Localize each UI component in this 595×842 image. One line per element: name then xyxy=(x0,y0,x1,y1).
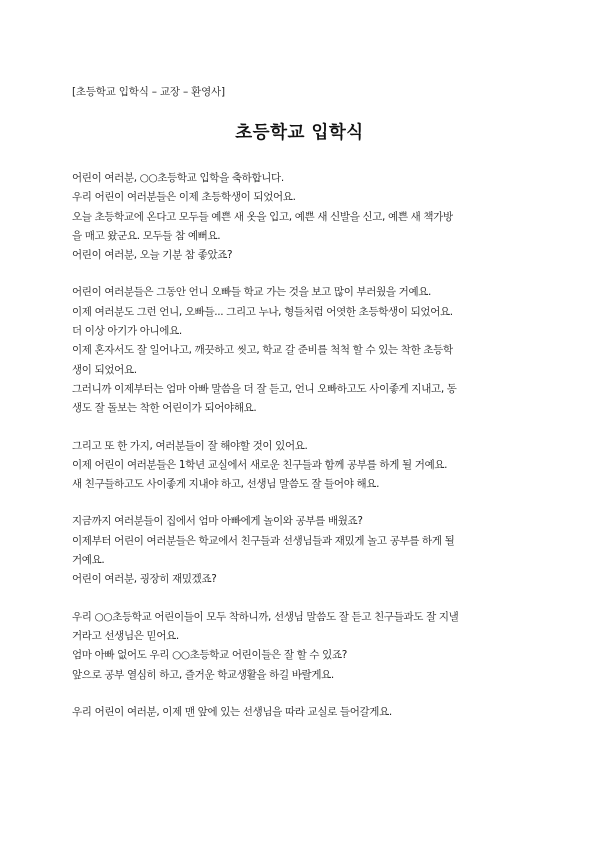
paragraph xyxy=(72,512,527,589)
paragraph xyxy=(72,608,527,685)
paragraph-line: 엄마 아빠 없어도 우리 ○○초등학교 어린이들은 잘 할 수 있죠? xyxy=(72,649,347,662)
paragraph-line: 거예요. xyxy=(72,554,105,567)
paragraph xyxy=(72,703,527,722)
paragraph-line: 이제부터 어린이 여러분들은 학교에서 친구들과 선생님들과 재밌게 놀고 공부를 하게 될 xyxy=(72,534,455,547)
paragraph-line: 지금까지 여러분들이 집에서 엄마 아빠에게 놀이와 공부를 배웠죠? xyxy=(72,515,363,528)
paragraph-line: 어린이 여러분들은 그동안 언니 오빠들 학교 가는 것을 보고 많이 부러웠을 거예요. xyxy=(72,286,432,299)
paragraph-line: 그리고 또 한 가지, 여러분들이 잘 해야할 것이 있어요. xyxy=(72,439,308,452)
paragraph-line: 새 친구들하고도 사이좋게 지내야 하고, 선생님 말씀도 잘 들어야 해요. xyxy=(72,478,380,491)
paragraph-line: 앞으로 공부 열심히 하고, 즐거운 학교생활을 하길 바랄게요. xyxy=(72,668,334,681)
paragraph-line: 우리 어린이 여러분들은 이제 초등학생이 되었어요. xyxy=(72,191,296,204)
paragraph-line: 어린이 여러분, 오늘 기분 참 좋았죠? xyxy=(72,249,233,262)
paragraph-line: 이제 여러분도 그런 언니, 오빠들... 그리고 누나, 형들처럼 어엿한 초등학생이 되었어요. xyxy=(72,305,453,318)
paragraph-line: 우리 어린이 여러분, 이제 맨 앞에 있는 선생님을 따라 교실로 들어갈게요. xyxy=(72,705,392,718)
paragraph xyxy=(72,283,527,418)
paragraph-line: 생도 잘 돌보는 착한 어린이가 되어야해요. xyxy=(72,402,257,415)
paragraph-line: 우리 ○○초등학교 어린이들이 모두 착하니까, 선생님 말씀도 잘 듣고 친구들과도 잘 지낼 xyxy=(72,610,459,623)
document-header-label: [초등학교 입학식 – 교장 – 환영사] xyxy=(72,86,225,98)
document-body xyxy=(72,169,527,722)
paragraph-line: 생이 되었어요. xyxy=(72,363,137,376)
paragraph xyxy=(72,169,527,265)
document-title: 초등학교 입학식 xyxy=(235,123,364,143)
paragraph-line: 어린이 여러분, ○○초등학교 입학을 축하합니다. xyxy=(72,172,284,184)
paragraph-line: 그러니까 이제부터는 엄마 아빠 말씀을 더 잘 듣고, 언니 오빠하고도 사이좋게 지내고, 동 xyxy=(72,382,457,395)
paragraph-line: 을 매고 왔군요. 모두들 참 예뻐요. xyxy=(72,229,221,242)
paragraph-line: 오늘 초등학교에 온다고 모두들 예쁜 새 옷을 입고, 예쁜 새 신발을 신고, 예쁜 새 책가방 xyxy=(72,210,453,223)
paragraph-line: 거라고 선생님은 믿어요. xyxy=(72,629,179,642)
paragraph-line: 이제 어린이 여러분들은 1학년 교실에서 새로운 친구들과 함께 공부를 하게 될 거예요. xyxy=(72,458,448,471)
paragraph xyxy=(72,437,527,495)
paragraph-line: 이제 혼자서도 잘 일어나고, 깨끗하고 씻고, 학교 갈 준비를 척척 할 수 있는 착한 초등학 xyxy=(72,344,453,357)
document-page xyxy=(72,85,527,740)
paragraph-line: 어린이 여러분, 굉장히 재밌겠죠? xyxy=(72,573,217,586)
paragraph-line: 더 이상 아기가 아니에요. xyxy=(72,325,182,338)
